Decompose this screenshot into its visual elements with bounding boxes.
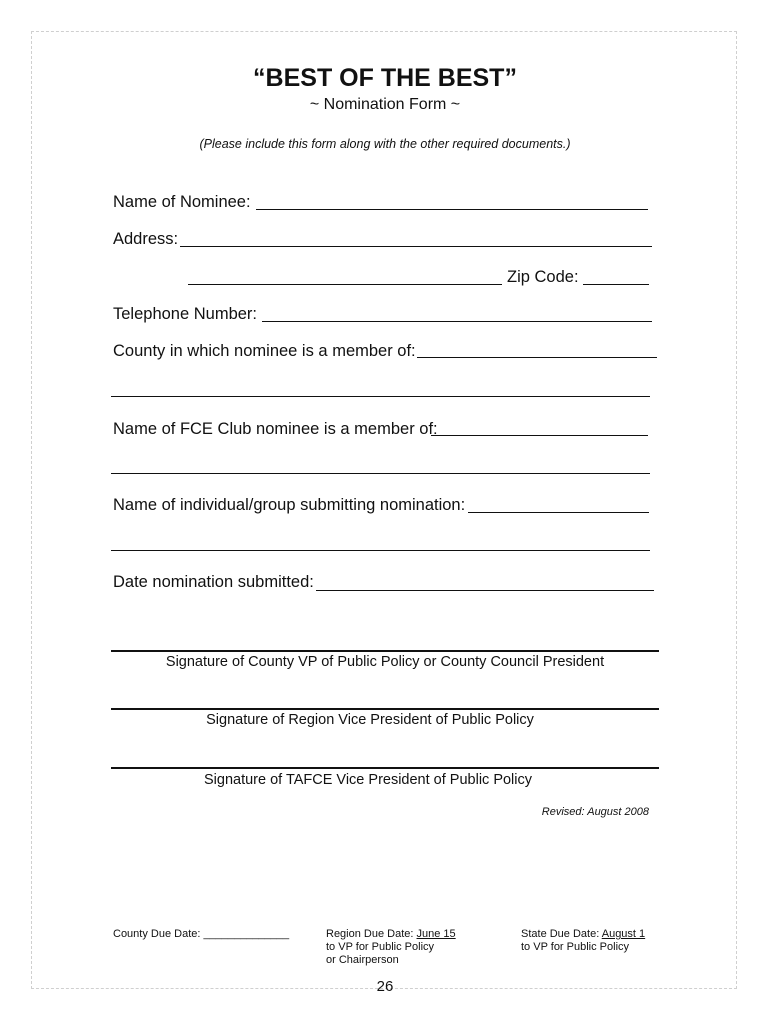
form-title: “BEST OF THE BEST” (253, 64, 517, 92)
submitter-field[interactable] (468, 512, 649, 513)
date-submitted-field[interactable] (316, 590, 654, 591)
submitter-field-line2[interactable] (111, 550, 650, 551)
state-due-line2: to VP for Public Policy (521, 941, 630, 953)
state-due-value: August 1 (601, 928, 646, 940)
tafce-signature-line[interactable] (111, 767, 659, 769)
county-field[interactable] (417, 357, 657, 358)
submitter-label: Name of individual/group submitting nomination: (113, 496, 466, 514)
form-instructions: (Please include this form along with the other required documents.) (199, 137, 571, 151)
county-due-label: County Due Date: (113, 928, 201, 940)
revised-note: Revised: August 2008 (541, 806, 649, 818)
county-due-blank[interactable]: ______________ (203, 928, 290, 940)
county-field-line2[interactable] (111, 396, 650, 397)
tafce-signature-label: Signature of TAFCE Vice President of Public Policy (203, 772, 533, 788)
address-field-line2[interactable] (188, 284, 502, 285)
region-signature-label: Signature of Region Vice President of Public Policy (206, 712, 534, 728)
telephone-label: Telephone Number: (113, 305, 258, 323)
zip-code-label: Zip Code: (507, 268, 579, 286)
date-submitted-label: Date nomination submitted: (113, 573, 314, 591)
address-field-line1[interactable] (180, 246, 652, 247)
nominee-name-field[interactable] (256, 209, 648, 210)
region-due-label: Region Due Date: (326, 928, 414, 940)
state-due-label: State Due Date: (521, 928, 600, 940)
county-due-date (113, 928, 289, 941)
region-signature-line[interactable] (111, 708, 659, 710)
fce-club-field-line2[interactable] (111, 473, 650, 474)
county-signature-line[interactable] (111, 650, 659, 652)
fce-club-field[interactable] (431, 435, 648, 436)
nominee-name-label: Name of Nominee: (113, 193, 251, 211)
region-due-line3: or Chairperson (326, 954, 399, 966)
telephone-field[interactable] (262, 321, 652, 322)
region-due-line2: to VP for Public Policy (326, 941, 435, 953)
page-number: 26 (376, 978, 394, 995)
region-due-value: June 15 (416, 928, 456, 940)
county-label: County in which nominee is a member of: (113, 342, 416, 360)
address-label: Address: (113, 230, 179, 248)
region-due-date (326, 928, 456, 967)
form-subtitle: ~ Nomination Form ~ (309, 96, 461, 113)
fce-club-label: Name of FCE Club nominee is a member of: (113, 420, 438, 438)
county-signature-label: Signature of County VP of Public Policy or County Council President (165, 654, 605, 670)
state-due-date (521, 928, 645, 954)
zip-code-field[interactable] (583, 284, 649, 285)
